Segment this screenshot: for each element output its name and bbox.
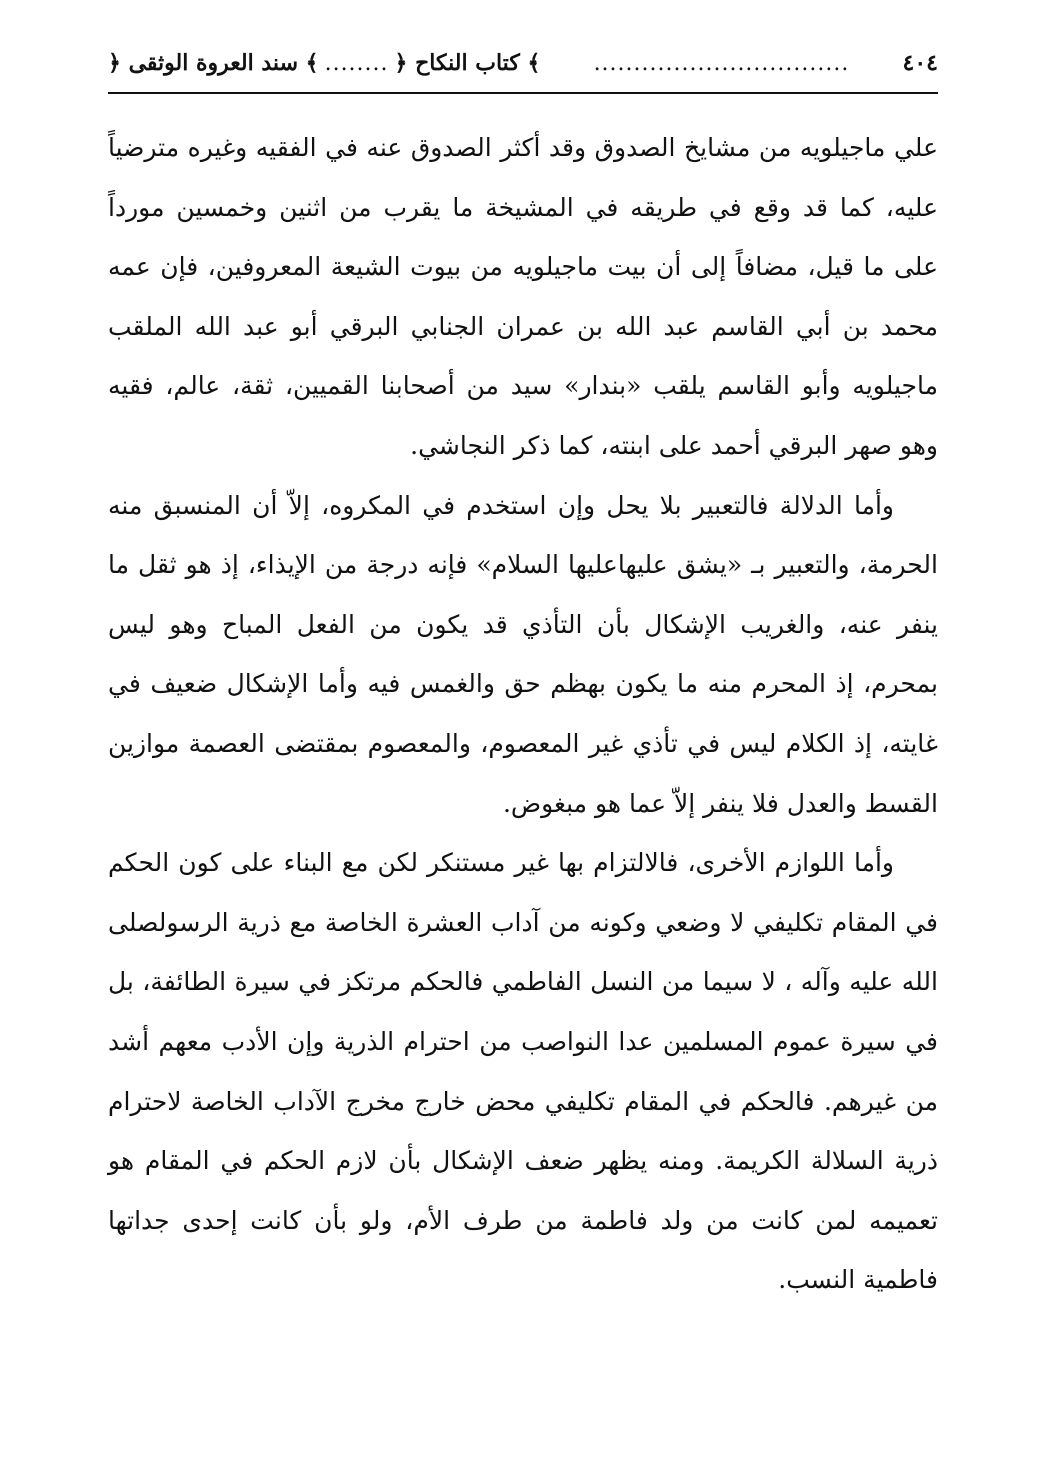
leader-dots-right: ................................ (593, 50, 850, 76)
running-header (108, 38, 938, 88)
chapter-title: ﴿ كتاب النكاح ﴾ (394, 50, 541, 76)
book-title: ﴿ سند العروة الوثقى ﴾ (108, 50, 319, 76)
main-text (108, 118, 938, 1310)
header-titles (108, 50, 540, 76)
leader-dots-left: ........ (324, 50, 389, 76)
paragraph-1: علي ماجيلويه من مشايخ الصدوق وقد أكثر الصدوق عنه في الفقيه وغيره مترضياً عليه، كما قد وقع في طريقه في المشيخة ما يقرب من اثنين وخمسين مورداً على ما قيل، مضافاً إلى أن بيت ماجيلويه من بيوت الشيعة المعروفين، فإن عمه محمد بن أبي القاسم عبد الله بن عمران الجنابي البرقي أبو عبد الله الملقب ماجيلويه وأبو القاسم يلقب «بندار» سيد من أصحابنا القميين، ثقة، عالم، فقيه وهو صهر البرقي أحمد على ابنته، كما ذكر النجاشي. (108, 133, 938, 460)
page-number: ٤٠٤ (902, 50, 938, 76)
paragraph-2: وأما الدلالة فالتعبير بلا يحل وإن استخدم في المكروه، إلاّ أن المنسبق منه الحرمة، والتعبير بـ «يشق عليهاعليها السلام» فإنه درجة من الإيذاء، إذ هو ثقل ما ينفر عنه، والغريب الإشكال بأن التأذي قد يكون من الفعل المباح وهو ليس بمحرم، إذ المحرم منه ما يكون بهظم حق والغمس فيه وأما الإشكال ضعيف في غايته، إذ الكلام ليس في تأذي غير المعصوم، والمعصوم بمقتضى العصمة موازين القسط والعدل فلا ينفر إلاّ عما هو مبغوض. (108, 490, 938, 818)
header-rule (108, 92, 938, 94)
paragraph-3: وأما اللوازم الأخرى، فالالتزام بها غير مستنكر لكن مع البناء على كون الحكم في المقام تكليفي لا وضعي وكونه من آداب العشرة الخاصة مع ذرية الرسولصلى الله عليه وآله ، لا سيما من النسل الفاطمي فالحكم مرتكز في سيرة الطائفة، بل في سيرة عموم المسلمين عدا النواصب من احترام الذرية وإن الأدب معهم أشد من غيرهم. فالحكم في المقام تكليفي محض خارج مخرج الآداب الخاصة لاحترام ذرية السلالة الكريمة. ومنه يظهر ضعف الإشكال بأن لازم الحكم في المقام هو تعميمه لمن كانت من ولد فاطمة من طرف الأم، ولو بأن كانت إحدى جداتها فاطمية النسب. (108, 848, 938, 1295)
